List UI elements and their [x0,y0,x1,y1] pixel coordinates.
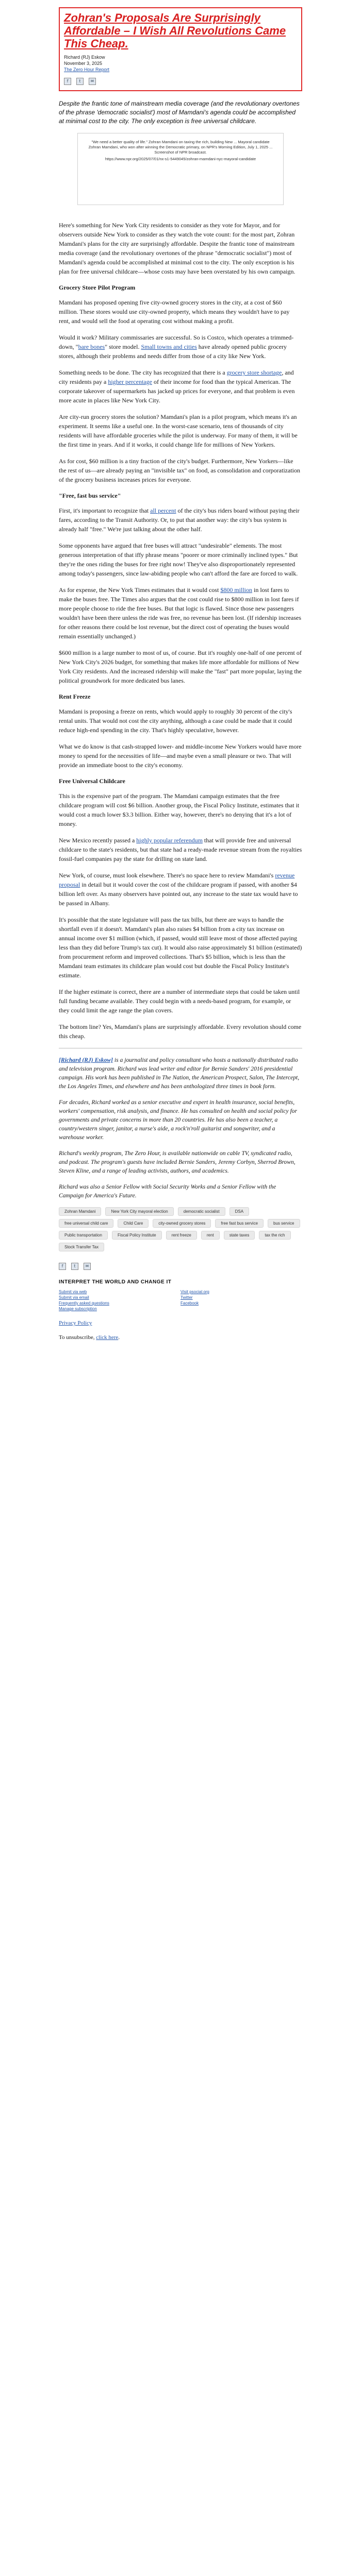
submit-email-link[interactable]: Submit via email [59,1295,89,1300]
text-run: " store model. [105,343,141,350]
inline-link[interactable]: grocery store shortage [226,369,282,376]
text-run: have already opened public grocery stores, although their problems and needs differ from those of a city like New York. [59,343,287,360]
tag-chip[interactable]: rent freeze [166,1231,197,1240]
text-run: that will provide free and universal childcare to the state's residents, but that state had a ready-made revenue stream from the royalties fossil-fuel companies pay the state for drilling on state land. [59,837,302,862]
bio-paragraph: For decades, Richard worked as a senior executive and expert in health insurance, social benefits, workers' compensation, risk analysis, and finance. He has consulted on health and social policy for governments and private concerns in more than 20 countries. He has also been a teacher, a country/western singer, janitor, a nurse's aide, a rock'n'roll guitarist and songwriter, and a warehouse worker. [59,1099,297,1141]
body-paragraph: Here's something for New York City residents to consider as they vote for Mayor, and for observers outside New York to consider as they watch the vote count: for the most part, Zohran Mamdani's plans for the city are surprisingly affordable. Despite the frantic tone of mainstream media coverage (and the revolutionary overtones of the phrase "democratic socialist") most of Mamdani's agenda could be accomplished at minimal cost to the city. The only exception is his plan for free universal childcare—whose costs may have been overstated by his own campaign. [59,222,296,275]
manage-subscription-link[interactable]: Manage subscription [59,1307,97,1311]
newsletter-article [59,0,302,1342]
body-paragraph [59,585,302,641]
text-run: in lost fares to make the buses free. The Times also argues that the cost could rise to $800 million in lost fares if more people choose to ride the free buses. But that logic is flawed. Since those new passengers wouldn't have been there unless the ride was free, no revenue has been lost. (If ridership increases for other reasons there could be lost revenue, but the direct cost of operating the buses would remain essentially unchanged.) [59,586,301,640]
figure-caption: "We need a better quality of life." Zohran Mamdani on taxing the rich, building New ... Mayoral candidate Zohran Mamdani, who won after winning the Democratic primary, on NPR's Morning Edition, July 1, 2025 ... Screenshot of NPR broadcast. [88,140,273,155]
tag-list [59,1207,302,1251]
byline [64,54,297,73]
tag-chip[interactable]: Public transportation [59,1231,108,1240]
tag-chip[interactable]: bus service [268,1219,300,1228]
tag-chip[interactable]: state taxes [224,1231,255,1240]
body-paragraph [59,506,302,534]
text-run: Something needs to be done. The city has recognized that there is a [59,369,227,376]
tag-chip[interactable]: city-owned grocery stores [153,1219,211,1228]
inline-link[interactable]: $800 million [220,586,252,594]
bottom-share-bar [59,1263,302,1270]
text-run: New Mexico recently passed a [59,837,137,844]
tag-chip[interactable]: Fiscal Policy Institute [112,1231,162,1240]
embedded-figure[interactable] [77,133,284,205]
figure-url: https://www.npr.org/2025/07/01/nx-s1-5449045/zohran-mamdani-nyc-mayoral-candidate [105,157,256,161]
publish-date: November 3, 2025 [64,61,103,66]
section-heading-rent: Rent Freeze [59,693,91,700]
facebook-icon[interactable]: f [59,1263,66,1270]
author-link[interactable]: [Richard (RJ) Eskow] [59,1057,113,1063]
share-bar [64,78,297,85]
body-paragraph: What we do know is that cash-strapped lower- and middle-income New Yorkers would have more money to spend for the necessities of life—and maybe even a small pleasure or two. That will provide an immediate boost to the city's economy. [59,743,302,769]
bio-paragraph: Richard was also a Senior Fellow with Social Security Works and a Senior Fellow with the Campaign for America's Future. [59,1183,276,1199]
twitter-icon[interactable]: t [71,1263,78,1270]
tag-chip[interactable]: Child Care [118,1219,149,1228]
body-paragraph [59,333,302,361]
inline-link[interactable]: higher percentage [108,378,152,385]
section-heading-childcare: Free Universal Childcare [59,777,125,785]
body-paragraph: As for cost, $60 million is a tiny fraction of the city's budget. Furthermore, New Yorkers—like the rest of us—are already paying an "invisible tax" on food, as consolidation and corporatization of the grocery business increases prices for everyone. [59,457,300,483]
inline-link[interactable]: bare bones [78,343,105,350]
newsletter-links [59,1289,302,1312]
text-run: . [118,1334,120,1341]
body-paragraph: $600 million is a large number to most of us, of course. But it's roughly one-half of one percent of New York City's 2026 budget, for something that makes life more affordable for millions of New York City residents. And the increased ridership will make the "fast" part more popular, laying the political groundwork for more dedicated bus lanes. [59,649,302,684]
text-run: , and city residents pay a [59,369,294,385]
text-run: New York, of course, must look elsewhere. There's no space here to review Mamdani's [59,872,275,879]
text-run: is a journalist and policy consultant who hosts a nationally distributed radio and television program. Richard was lead writer and editor for Bernie Sanders' 2016 presidential campaign. His work has been published in The Nation, the American Prospect, Salon, The Intercept, the Los Angeles Times, and elsewhere and has been anthologized three times in book form. [59,1057,300,1090]
visit-site-link[interactable]: Visit psocial.org [180,1290,209,1294]
inline-link[interactable]: highly popular referendum [136,837,203,844]
privacy-policy-link[interactable]: Privacy Policy [59,1320,92,1326]
text-run: in detail but it would cover the cost of the childcare program if passed, with another $4 billion left over. As many observers have pointed out, any increase to the state tax would have to be passed in Albany. [59,881,298,907]
footer [59,1319,302,1342]
body-paragraph [59,871,302,908]
tag-chip[interactable]: tax the rich [259,1231,290,1240]
unsubscribe-link[interactable]: click here [96,1334,119,1341]
author-name: Richard (RJ) Eskow [64,55,105,60]
facebook-icon[interactable]: f [64,78,71,85]
tag-chip[interactable]: democratic socialist [178,1207,225,1216]
tag-chip[interactable]: free universal child care [59,1219,113,1228]
tag-chip[interactable]: rent [201,1231,220,1240]
article-deck: Despite the frantic tone of mainstream media coverage (and the revolutionary overtones of the phrase 'democratic socialist') most of Mamdani's agenda could be accomplished at minimal cost to the city. The only exception is free universal childcare. [59,100,300,125]
unsubscribe-line [59,1333,302,1342]
text-run: To unsubscribe, [59,1334,96,1341]
header-box [59,7,302,91]
tag-chip[interactable]: Zohran Mamdani [59,1207,101,1216]
tag-chip[interactable]: DSA [229,1207,249,1216]
body-paragraph: Are city-run grocery stores the solution? Mamdani's plan is a pilot program, which means it's an experiment. It seems like a useful one. In the worst-case scenario, tens of thousands of city residents will have affordable groceries while the pilot is underway. For many of them, it will be the first time in years. And if it works, it could change life for millions of New Yorkers. [59,413,298,448]
bio-paragraph [59,1056,302,1091]
inline-link[interactable]: all percent [150,507,176,514]
body-paragraph: If the higher estimate is correct, there are a number of intermediate steps that could be taken until full funding became available. They could begin with a needs-based program, for example, or they could limit the age range the plan covers. [59,988,300,1014]
section-heading-grocery: Grocery Store Pilot Program [59,284,136,291]
body-paragraph: Mamdani has proposed opening five city-owned grocery stores in the city, at a cost of $60 million. These stores would use city-owned property, which means they wouldn't have to pay rent, and would sell the food at operating cost without making a profit. [59,299,290,325]
body-paragraph: This is the expensive part of the program. The Mamdani campaign estimates that the free childcare program will cost $6 billion. Another group, the Fiscal Policy Institute, estimates that it would cost a much lower $3.3 billion. Either way, however, there's no denying that it's a lot of money. [59,792,300,827]
bio-paragraph: Richard's weekly program, The Zero Hour, is available nationwide on cable TV, syndicated radio, and podcast. The program's guests have included Bernie Sanders, Jeremy Corbyn, Sherrod Brown, Steven Kline, and a range of leading activists, authors, and academics. [59,1150,296,1174]
text-run: Would it work? Military commissaries are successful. So is Costco, which operates a trimmed-down, " [59,334,294,350]
body-paragraph: Some opponents have argued that free buses will attract "undesirable" elements. The most generous interpretation of that iffy phrase means "poorer or more criminally inclined types." But they're the ones riding the buses for free right now! They've also disproportionately represented among today's passengers, since law-abiding people who can't afford the fare are forced to walk. [59,542,298,577]
tag-chip[interactable]: New York City mayoral election [105,1207,173,1216]
tag-chip[interactable]: Stock Transfer Tax [59,1243,104,1251]
body-paragraph: It's possible that the state legislature will pass the tax bills, but there are ways to handle the shortfall even if it doesn't. Mamdani's plan also raises $4 billion from a city tax increase on annual income over $1 million (which, if passed, would still leave most of those affected paying less than they did before Trump's tax cut). It would also raise approximately $1 billion (estimated) from procurement reform and improved collections. That's $5 billion, which is less than the Mamdani team estimates its childcare plan would cost but double the Fiscal Policy Institute's estimate. [59,916,302,979]
submit-web-link[interactable]: Submit via web [59,1290,87,1294]
section-heading-bus: "Free, fast bus service" [59,492,121,499]
author-bio [59,1056,302,1200]
twitter-icon[interactable]: t [76,78,84,85]
body-paragraph [59,368,302,405]
newsletter-heading: INTERPRET THE WORLD AND CHANGE IT [59,1279,172,1285]
outlet-link[interactable]: The Zero Hour Report [64,67,110,72]
faq-link[interactable]: Frequently asked questions [59,1301,109,1306]
article-body [59,221,302,1041]
text-run: of their income for food than the typical American. The corporate takeover of supermarkets has jacked up prices for everyone, and that problem is even more acute in places like New York City. [59,378,295,404]
tag-chip[interactable]: free fast bus service [215,1219,264,1228]
inline-link[interactable]: revenue proposal [59,872,295,888]
body-paragraph [59,836,302,863]
text-run: of the city's bus riders board without paying their fares, according to the Transit Authority. Or, to put that another way: the city's bus system is already half "free." We're just talking about the other half. [59,507,300,533]
email-icon[interactable]: ✉ [89,78,96,85]
text-run: First, it's important to recognize that [59,507,151,514]
twitter-link[interactable]: Twitter [180,1295,193,1300]
body-paragraph: The bottom line? Yes, Mamdani's plans are surprisingly affordable. Every revolution should come this cheap. [59,1023,302,1040]
body-paragraph: Mamdani is proposing a freeze on rents, which would apply to roughly 30 percent of the city's rental units. That would not cost the city anything, although a case could be made that it could reduce high-end spending in the city. That's highly speculative, however. [59,708,292,734]
page-title[interactable]: Zohran's Proposals Are Surprisingly Affordable – I Wish All Revolutions Came This Cheap. [64,11,286,50]
email-icon[interactable]: ✉ [84,1263,91,1270]
text-run: As for expense, the New York Times estimates that it would cost [59,586,221,594]
inline-link[interactable]: Small towns and cities [141,343,197,350]
facebook-link[interactable]: Facebook [180,1301,199,1306]
